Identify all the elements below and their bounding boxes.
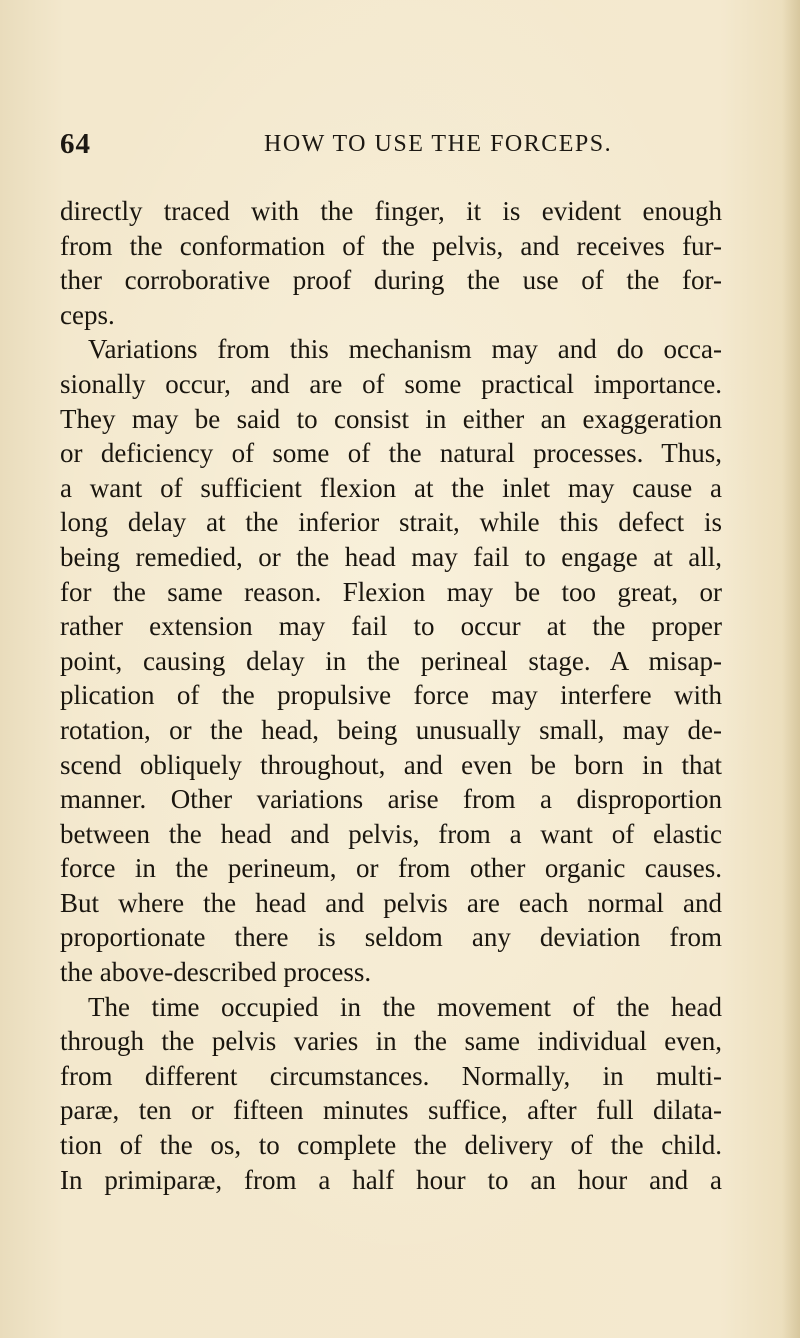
text-line: point, causing delay in the perineal stage. A misap- (60, 645, 722, 676)
text-line: force in the perineum, or from other organic causes. (60, 853, 722, 884)
text-line: from different circumstances. Normally, in multi- (60, 1060, 722, 1091)
text-line: They may be said to consist in either an exaggeration (60, 403, 722, 434)
text-line: scend obliquely throughout, and even be born in that (60, 749, 722, 780)
text-line: Variations from this mechanism may and do occa- (88, 334, 722, 365)
text-line: through the pelvis varies in the same individual even, (60, 1026, 722, 1057)
page-edge-shadow (782, 0, 800, 1338)
text-line: for the same reason. Flexion may be too great, or (60, 576, 722, 607)
text-line: rather extension may fail to occur at the proper (60, 611, 722, 642)
text-line: But where the head and pelvis are each normal and (60, 887, 722, 918)
text-line: plication of the propulsive force may interfere with (60, 680, 722, 711)
body-text (60, 194, 722, 1197)
text-line: proportionate there is seldom any deviation from (60, 922, 722, 953)
page-number: 64 (60, 128, 91, 160)
text-line: rotation, or the head, being unusually small, may de- (60, 714, 722, 745)
text-line: being remedied, or the head may fail to engage at all, (60, 541, 722, 572)
text-line: paræ, ten or fifteen minutes suffice, after full dilata- (60, 1095, 722, 1126)
text-line: from the conformation of the pelvis, and receives fur- (60, 230, 722, 261)
text-line: long delay at the inferior strait, while this defect is (60, 507, 722, 538)
paragraph-1 (60, 194, 722, 332)
running-head: HOW TO USE THE FORCEPS. (264, 131, 613, 157)
text-line: ceps. (60, 299, 115, 330)
text-line: In primiparæ, from a half hour to an hour and a (60, 1164, 722, 1195)
page-header (46, 128, 746, 168)
paragraph-3 (60, 990, 722, 1198)
paragraph-2 (60, 332, 722, 989)
text-line: The time occupied in the movement of the head (88, 991, 722, 1022)
text-line: directly traced with the finger, it is evident enough (60, 196, 722, 226)
text-line: the above-described process. (60, 957, 372, 988)
text-line: ther corroborative proof during the use of the for- (60, 265, 722, 296)
text-line: or deficiency of some of the natural processes. Thus, (60, 438, 722, 469)
text-line: sionally occur, and are of some practical importance. (60, 368, 722, 399)
text-line: tion of the os, to complete the delivery of the child. (60, 1130, 722, 1161)
text-line: between the head and pelvis, from a want of elastic (60, 818, 722, 849)
text-line: a want of sufficient flexion at the inlet may cause a (60, 472, 722, 503)
text-line: manner. Other variations arise from a disproportion (60, 784, 722, 815)
